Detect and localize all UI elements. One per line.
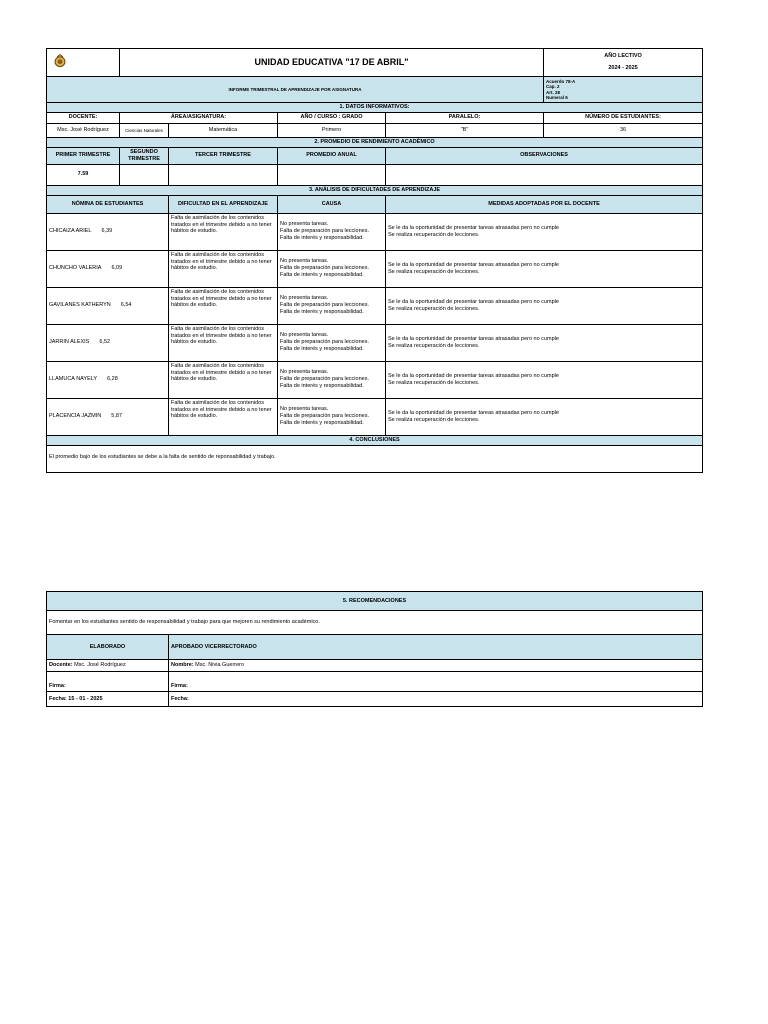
elaborado-header: ELABORADO [47, 635, 169, 660]
causa-cell: No presenta tareas. Falta de preparación para lecciones. Falta de interés y responsabilidad. [278, 398, 386, 435]
medidas-cell: Se le da la oportunidad de presentar tareas atrasadas pero no cumple Se realiza recuperación de lecciones. [386, 213, 703, 250]
causa-cell: No presenta tareas. Falta de preparación para lecciones. Falta de interés y responsabilidad. [278, 361, 386, 398]
student-grade: 6,54 [120, 302, 132, 309]
medidas-header: MEDIDAS ADOPTADAS POR EL DOCENTE [386, 195, 703, 213]
report-table [46, 48, 703, 473]
causa-header: CAUSA [278, 195, 386, 213]
legal-ref: Acuerdo 78-A Cap. 2 Art. 28 Numeral 6 [544, 77, 703, 103]
recommendations-table [46, 591, 703, 707]
promedio-anual-header: PROMEDIO ANUAL [278, 147, 386, 164]
medidas-cell: Se le da la oportunidad de presentar tareas atrasadas pero no cumple Se realiza recuperación de lecciones. [386, 250, 703, 287]
section5-title: 5. RECOMENDACIONES [47, 592, 703, 611]
docente-value: Msc. José Rodríguez [47, 123, 120, 137]
dificultad-header: DIFICULTAD EN EL APRENDIZAJE [169, 195, 278, 213]
student-name: CHICAIZA ARIEL [49, 228, 92, 235]
student-cell [47, 287, 169, 324]
table-row [47, 398, 703, 435]
grado-header: AÑO / CURSO : GRADO [278, 112, 386, 123]
year-cell [544, 49, 703, 77]
primer-trimestre-header: PRIMER TRIMESTRE [47, 147, 120, 164]
difficulty-cell: Falta de asimilación de los contenidos tratados en el trimestre debido a no tener hábitos de estudio. [169, 324, 278, 361]
student-cell [47, 398, 169, 435]
student-name: PLACENCIA JAZMIN [49, 413, 102, 420]
difficulty-cell: Falta de asimilación de los contenidos tratados en el trimestre debido a no tener hábitos de estudio. [169, 361, 278, 398]
primer-trimestre-value: 7.59 [47, 164, 120, 185]
difficulty-cell: Falta de asimilación de los contenidos tratados en el trimestre debido a no tener hábitos de estudio. [169, 287, 278, 324]
grado-value: Primero [278, 123, 386, 137]
firma-elaborado: Firma: [47, 672, 169, 692]
area-header: ÁREA/ASIGNATURA: [120, 112, 278, 123]
section4-title: 4. CONCLUSIONES [47, 435, 703, 445]
docente-sign-cell: Docente: Msc. José Rodríguez [47, 660, 169, 672]
segundo-trimestre-header: SEGUNDO TRIMESTRE [120, 147, 169, 164]
tercer-trimestre-value [169, 164, 278, 185]
student-name: GAVILANES KATHERYN [49, 302, 111, 309]
medidas-cell: Se le da la oportunidad de presentar tareas atrasadas pero no cumple Se realiza recuperación de lecciones. [386, 287, 703, 324]
table-row [47, 361, 703, 398]
promedio-anual-value [278, 164, 386, 185]
asignatura-value: Matemática [169, 123, 278, 137]
student-grade: 6,39 [101, 228, 113, 235]
table-row [47, 250, 703, 287]
student-grade: 6,52 [99, 339, 111, 346]
area-value: Ciencias Naturales [120, 123, 169, 137]
student-cell [47, 250, 169, 287]
table-row [47, 324, 703, 361]
causa-cell: No presenta tareas. Falta de preparación para lecciones. Falta de interés y responsabilidad. [278, 287, 386, 324]
conclusiones-text: El promedio bajo de los estudiantes se debe a la falta de sentido de reponsabilidad y trabajo. [47, 445, 703, 472]
difficulty-cell: Falta de asimilación de los contenidos tratados en el trimestre debido a no tener hábitos de estudio. [169, 213, 278, 250]
student-grade: 6,28 [107, 376, 118, 383]
student-name: LLAMUCA NAYELY [49, 376, 98, 383]
nombre-sign-cell: Nombre: Msc. Nivia Guerrero [169, 660, 703, 672]
report-title: INFORME TRIMESTRAL DE APRENDIZAJE POR ASIGNATURA [47, 77, 544, 103]
student-cell [47, 324, 169, 361]
paralelo-value: "B" [386, 123, 544, 137]
fecha-aprobado: Fecha: [169, 692, 703, 707]
student-name: CHUNCHO VALERIA [49, 265, 102, 272]
num-estudiantes-value: 36 [544, 123, 703, 137]
student-cell [47, 361, 169, 398]
causa-cell: No presenta tareas. Falta de preparación para lecciones. Falta de interés y responsabilidad. [278, 213, 386, 250]
student-grade: 5,87 [111, 413, 122, 420]
table-row [47, 287, 703, 324]
section3-title: 3. ANÁLISIS DE DIFICULTADES DE APRENDIZAJE [47, 185, 703, 195]
school-name: UNIDAD EDUCATIVA "17 DE ABRIL" [120, 49, 544, 77]
aprobado-header: APROBADO VICERRECTORADO [169, 635, 703, 660]
medidas-cell: Se le da la oportunidad de presentar tareas atrasadas pero no cumple Se realiza recuperación de lecciones. [386, 398, 703, 435]
student-cell [47, 213, 169, 250]
num-estudiantes-header: NÚMERO DE ESTUDIANTES: [544, 112, 703, 123]
observaciones-header: OBSERVACIONES [386, 147, 703, 164]
causa-cell: No presenta tareas. Falta de preparación para lecciones. Falta de interés y responsabilidad. [278, 250, 386, 287]
year-value: 2024 - 2025 [608, 65, 638, 71]
table-row [47, 213, 703, 250]
school-shield-icon [53, 54, 67, 68]
fecha-elaborado-cell: Fecha: 15 - 01 - 2025 [47, 692, 169, 707]
logo-cell [47, 49, 120, 77]
section1-title: 1. DATOS INFORMATIVOS: [47, 103, 703, 113]
nomina-header: NÓMINA DE ESTUDIANTES [47, 195, 169, 213]
causa-cell: No presenta tareas. Falta de preparación para lecciones. Falta de interés y responsabilidad. [278, 324, 386, 361]
student-grade: 6,09 [111, 265, 123, 272]
medidas-cell: Se le da la oportunidad de presentar tareas atrasadas pero no cumple Se realiza recuperación de lecciones. [386, 361, 703, 398]
student-rows [47, 213, 703, 435]
paralelo-header: PARALELO: [386, 112, 544, 123]
section2-title: 2. PROMEDIO DE RENDIMIENTO ACADÉMICO [47, 137, 703, 147]
observaciones-value [386, 164, 703, 185]
segundo-trimestre-value [120, 164, 169, 185]
recomendaciones-text: Fomentar en los estudiantes sentido de responsabilidad y trabajo para que mejoren su rendimiento académico. [47, 611, 703, 635]
report-sheet [46, 48, 702, 473]
student-name: JARRIN ALEXIS [49, 339, 90, 346]
difficulty-cell: Falta de asimilación de los contenidos tratados en el trimestre debido a no tener hábitos de estudio. [169, 398, 278, 435]
recommendations-block [46, 591, 702, 707]
tercer-trimestre-header: TERCER TRIMESTRE [169, 147, 278, 164]
year-label: AÑO LECTIVO [604, 53, 642, 60]
docente-header: DOCENTE: [47, 112, 120, 123]
difficulty-cell: Falta de asimilación de los contenidos tratados en el trimestre debido a no tener hábitos de estudio. [169, 250, 278, 287]
medidas-cell: Se le da la oportunidad de presentar tareas atrasadas pero no cumple Se realiza recuperación de lecciones. [386, 324, 703, 361]
firma-aprobado: Firma: [169, 672, 703, 692]
